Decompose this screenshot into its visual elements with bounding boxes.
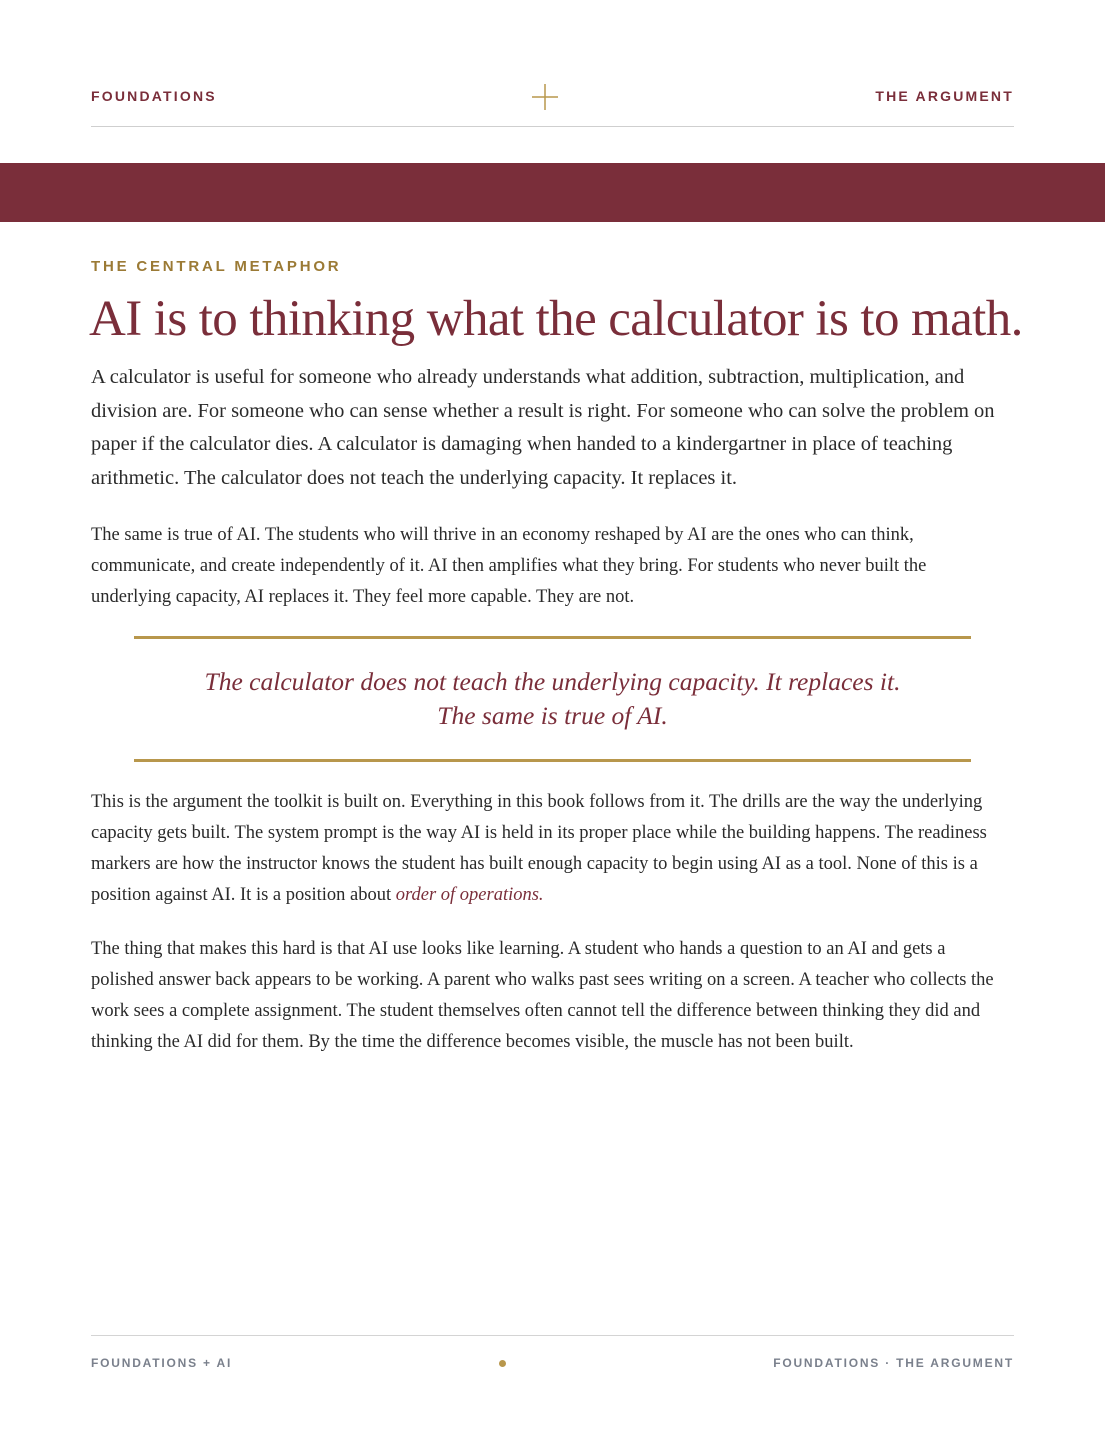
- banner-accent-dash: [0, 163, 1105, 222]
- lead-paragraph: A calculator is useful for someone who already understands what addition, subtraction, multiplication, and division are. For someone who can sense whether a result is right. For someone who can solve the problem on paper if the calculator dies. A calculator is damaging when handed to a kindergartner in place of teaching arithmetic. The calculator does not teach the underlying capacity. It replaces it.: [91, 366, 995, 489]
- pullquote-rule-bottom: [134, 759, 971, 762]
- header-divider: [91, 126, 1014, 127]
- footer-dot-icon: [499, 1360, 506, 1367]
- footer-book-label: FOUNDATIONS + AI: [91, 1356, 233, 1370]
- header-section-label: FOUNDATIONS: [91, 88, 217, 104]
- body-paragraph-4: The thing that makes this hard is that AI use looks like learning. A student who hands a question to an AI and gets a polished answer back appears to be working. A parent who walks past sees writing on a screen. A teacher who collects the work sees a complete assignment. The student themselves often cannot tell the difference between thinking they did and thinking the AI did for them. By the time the difference becomes visible, the muscle has not been built.: [91, 939, 994, 1052]
- plus-cross-icon: [532, 84, 558, 110]
- running-header: [91, 84, 1014, 110]
- pullquote-rule-top: [134, 636, 971, 639]
- footer-chapter-label: FOUNDATIONS · THE ARGUMENT: [773, 1356, 1014, 1370]
- order-of-operations-emphasis: order of operations.: [395, 885, 544, 905]
- pullquote: The calculator does not teach the underlying capacity. It replaces it. The same is true of AI.: [204, 667, 901, 730]
- section-eyebrow: THE CENTRAL METAPHOR: [91, 258, 342, 275]
- footer-divider: [91, 1335, 1014, 1336]
- header-chapter-label: THE ARGUMENT: [875, 88, 1014, 104]
- body-paragraph-2: The same is true of AI. The students who will thrive in an economy reshaped by AI are the ones who can think, communicate, and create independently of it. AI then amplifies what they bring. For students who never built the underlying capacity, AI replaces it. They feel more capable. They are not.: [91, 525, 927, 607]
- body-paragraph-3-text: This is the argument the toolkit is built on. Everything in this book follows from it. The drills are the way the underlying capacity gets built. The system prompt is the way AI is held in its proper place while the building happens. The readiness markers are how the instructor knows the student has built enough capacity to begin using AI as a tool. None of this is a position against AI. It is a position about: [91, 792, 987, 905]
- body-paragraph-3: [91, 787, 1011, 911]
- section-headline: AI is to thinking what the calculator is to math.: [89, 291, 1023, 347]
